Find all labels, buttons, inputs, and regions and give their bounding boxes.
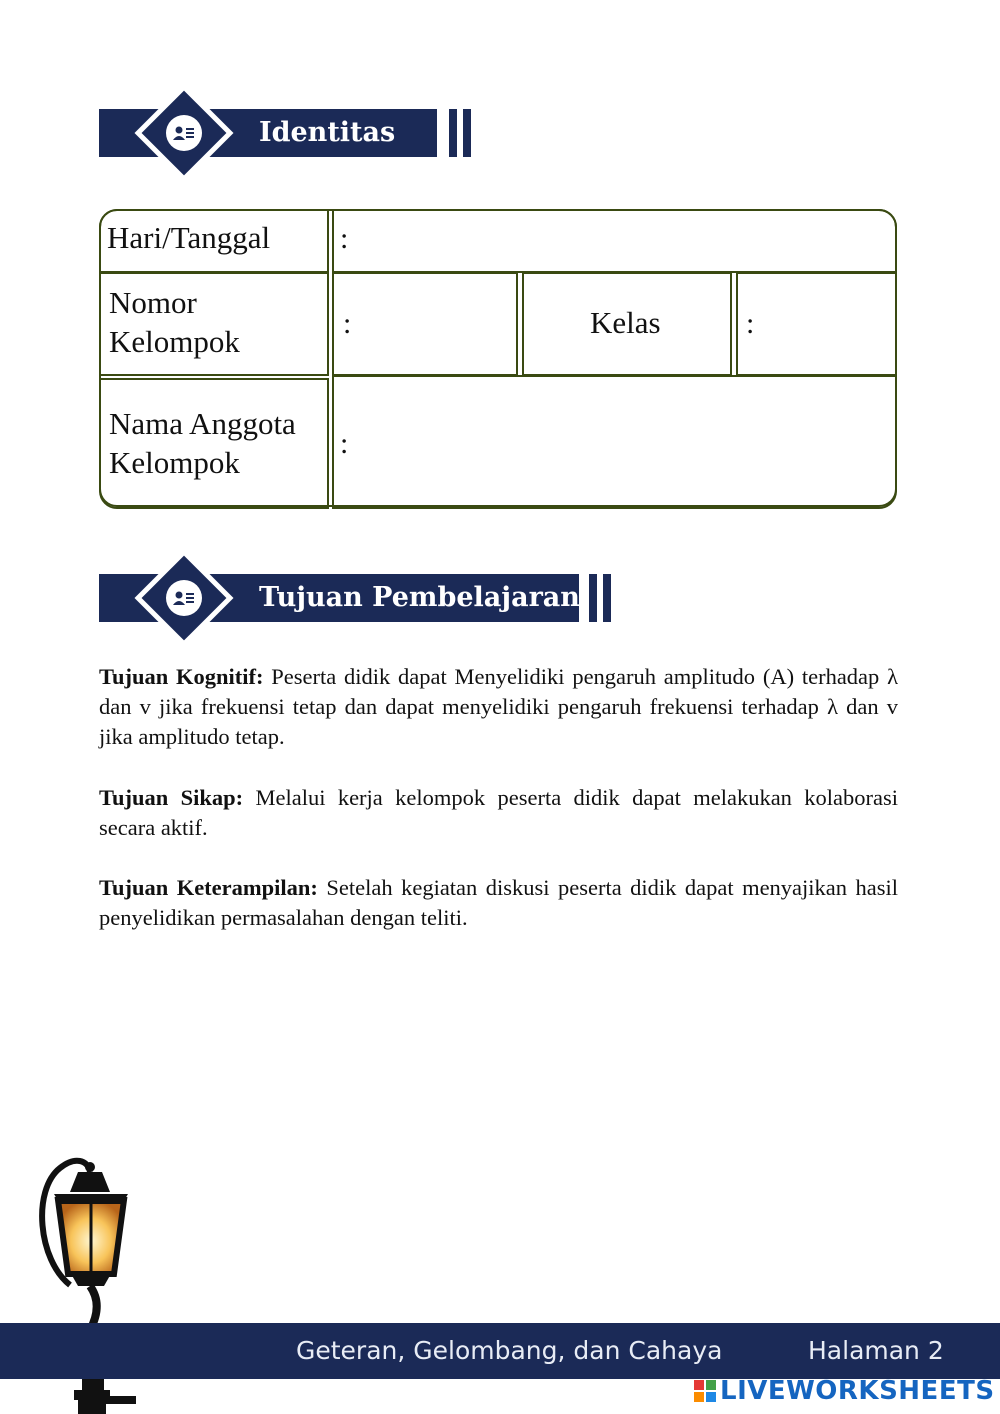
nama-colon: : <box>340 427 349 460</box>
tujuan-title: Tujuan Pembelajaran <box>259 582 580 613</box>
sikap-label: Tujuan Sikap: <box>99 785 244 810</box>
banner-stripe <box>449 109 457 157</box>
nama-value-cell[interactable] <box>332 375 897 509</box>
tujuan-sikap <box>99 783 898 843</box>
liveworksheets-icon <box>694 1380 716 1402</box>
hari-value-cell[interactable] <box>332 209 897 273</box>
keterampilan-text: Setelah kegiatan diskusi peserta didik dapat menyajikan hasil penyelidikan permasalahan dengan teliti. <box>99 875 898 930</box>
kognitif-text: Peserta didik dapat Menyelidiki pengaruh amplitudo (A) terhadap λ dan v jika frekuensi tetap dan dapat menyelidiki pengaruh frekuensi terhadap λ dan v jika amplitudo tetap. <box>99 664 898 749</box>
nama-label-line2: Kelompok <box>109 445 240 480</box>
kognitif-label: Tujuan Kognitif: <box>99 664 264 689</box>
id-card-icon <box>166 580 202 616</box>
kelas-value-cell[interactable] <box>736 272 897 376</box>
nomor-label-line1: Nomor <box>109 285 197 320</box>
banner-stripe <box>603 574 611 622</box>
banner-stripe <box>463 109 471 157</box>
footer-page-number: Halaman 2 <box>808 1336 944 1365</box>
kelas-colon: : <box>746 307 755 340</box>
nomor-label-line2: Kelompok <box>109 324 240 359</box>
banner-stripe <box>589 574 597 622</box>
nomor-colon: : <box>343 307 352 340</box>
tujuan-banner <box>99 555 619 655</box>
footer-title: Geteran, Gelombang, dan Cahaya <box>296 1336 723 1365</box>
tujuan-keterampilan <box>99 873 898 933</box>
liveworksheets-logo[interactable] <box>694 1376 995 1406</box>
nomor-value-cell[interactable] <box>332 272 518 376</box>
id-card-icon <box>166 115 202 151</box>
footer-bar <box>0 1323 1000 1379</box>
kelas-label: Kelas <box>590 305 661 340</box>
nama-label-line1: Nama Anggota <box>109 406 296 441</box>
liveworksheets-wordmark: LIVEWORKSHEETS <box>720 1376 995 1406</box>
tujuan-kognitif <box>99 662 898 752</box>
keterampilan-label: Tujuan Keterampilan: <box>99 875 318 900</box>
identitas-banner <box>99 90 479 190</box>
hari-label: Hari/Tanggal <box>107 220 271 255</box>
identitas-title: Identitas <box>259 117 396 148</box>
hari-colon: : <box>340 222 349 255</box>
sikap-text: Melalui kerja kelompok peserta didik dapat melakukan kolaborasi secara aktif. <box>99 785 899 840</box>
